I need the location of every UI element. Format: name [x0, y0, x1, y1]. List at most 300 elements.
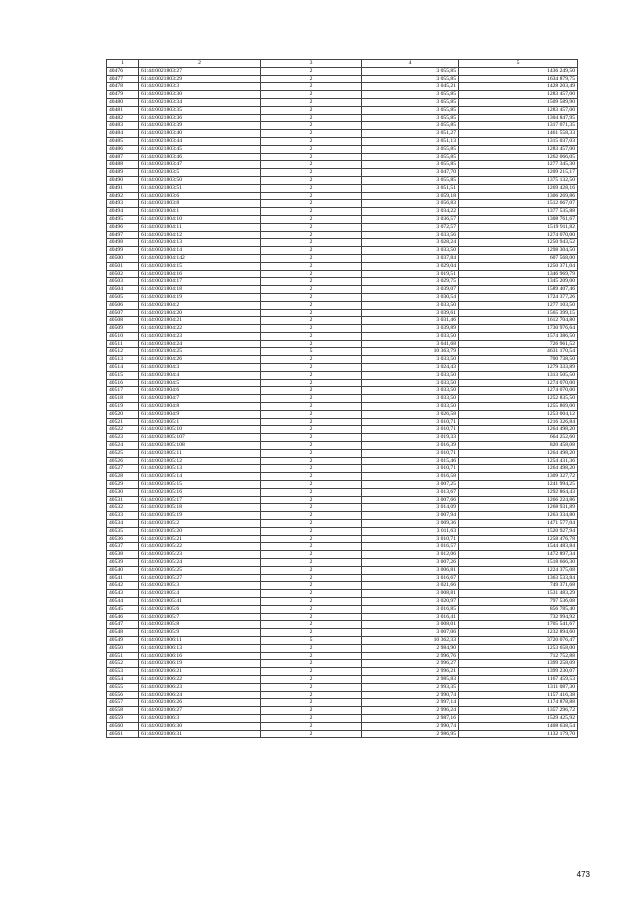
category-cell: 2 — [261, 364, 362, 372]
value-cell: 1345 209,00 — [459, 278, 578, 286]
cadastral-number-cell: 61:44:0021805:15 — [139, 481, 261, 489]
value-cell: 749 371,68 — [459, 582, 578, 590]
table-row — [107, 145, 578, 153]
area-cell: 3 016,58 — [362, 473, 459, 481]
cadastral-number-cell: 61:44:0021805:14 — [139, 473, 261, 481]
category-cell: 2 — [261, 169, 362, 177]
value-cell: 1565 399,15 — [459, 309, 578, 317]
table-row — [107, 426, 578, 434]
category-cell: 2 — [261, 551, 362, 559]
cadastral-number-cell: 61:44:0021805:8 — [139, 621, 261, 629]
category-cell: 2 — [261, 98, 362, 106]
category-cell: 5 — [261, 636, 362, 644]
category-cell: 2 — [261, 535, 362, 543]
category-cell: 2 — [261, 371, 362, 379]
value-cell: 1279 333,89 — [459, 364, 578, 372]
cadastral-number-cell: 61:44:0021805:12 — [139, 457, 261, 465]
category-cell: 2 — [261, 356, 362, 364]
cadastral-number-cell: 61:44:0021806:26 — [139, 699, 261, 707]
area-cell: 3 010,71 — [362, 465, 459, 473]
value-cell: 1399 258,09 — [459, 660, 578, 668]
cadastral-number-cell: 61:44:0021804:4 — [139, 371, 261, 379]
table-row — [107, 621, 578, 629]
table-row — [107, 364, 578, 372]
category-cell: 2 — [261, 465, 362, 473]
area-cell: 3 039,07 — [362, 286, 459, 294]
table-row — [107, 410, 578, 418]
area-cell: 3 039,61 — [362, 309, 459, 317]
row-number-cell: 40542 — [107, 582, 139, 590]
row-number-cell: 40526 — [107, 457, 139, 465]
table-row — [107, 98, 578, 106]
cadastral-number-cell: 61:44:0021803:40 — [139, 130, 261, 138]
row-number-cell: 40544 — [107, 597, 139, 605]
category-cell: 2 — [261, 434, 362, 442]
area-cell: 3 015,46 — [362, 457, 459, 465]
row-number-cell: 40497 — [107, 231, 139, 239]
value-cell: 607 568,00 — [459, 254, 578, 262]
row-number-cell: 40510 — [107, 332, 139, 340]
category-cell: 2 — [261, 184, 362, 192]
table-row — [107, 200, 578, 208]
row-number-cell: 40534 — [107, 520, 139, 528]
category-cell: 2 — [261, 83, 362, 91]
area-cell: 3 014,09 — [362, 504, 459, 512]
table-row — [107, 278, 578, 286]
row-number-cell: 40521 — [107, 418, 139, 426]
area-cell: 3 036,57 — [362, 215, 459, 223]
value-cell: 1730 976,64 — [459, 325, 578, 333]
row-number-cell: 40559 — [107, 714, 139, 722]
cadastral-number-cell: 61:44:0021804:2 — [139, 301, 261, 309]
area-cell: 3 016,57 — [362, 543, 459, 551]
table-row — [107, 176, 578, 184]
category-cell: 2 — [261, 332, 362, 340]
category-cell: 2 — [261, 566, 362, 574]
cadastral-number-cell: 61:44:0021804:5 — [139, 379, 261, 387]
value-cell: 1428 203,49 — [459, 83, 578, 91]
value-cell: 1277 103,50 — [459, 301, 578, 309]
category-cell: 2 — [261, 543, 362, 551]
cadastral-number-cell: 61:44:0021804:6 — [139, 387, 261, 395]
category-cell: 2 — [261, 512, 362, 520]
area-cell: 3 016,39 — [362, 442, 459, 450]
table-row — [107, 434, 578, 442]
value-cell: 1311 087,30 — [459, 683, 578, 691]
category-cell: 2 — [261, 481, 362, 489]
row-number-cell: 40540 — [107, 566, 139, 574]
row-number-cell: 40490 — [107, 176, 139, 184]
table-row — [107, 223, 578, 231]
area-cell: 3 010,71 — [362, 426, 459, 434]
table-row — [107, 106, 578, 114]
row-number-cell: 40509 — [107, 325, 139, 333]
row-number-cell: 40514 — [107, 364, 139, 372]
table-row — [107, 730, 578, 738]
cadastral-number-cell: 61:44:0021803:29 — [139, 75, 261, 83]
value-cell: 1363 533,84 — [459, 574, 578, 582]
category-cell: 2 — [261, 192, 362, 200]
category-cell: 2 — [261, 660, 362, 668]
category-cell: 2 — [261, 613, 362, 621]
area-cell: 2 996,27 — [362, 660, 459, 668]
area-cell: 3 019,33 — [362, 434, 459, 442]
value-cell: 1262 066,05 — [459, 153, 578, 161]
area-cell: 3 030,54 — [362, 293, 459, 301]
cadastral-number-cell: 61:44:0021804:9 — [139, 410, 261, 418]
category-cell: 2 — [261, 67, 362, 75]
row-number-cell: 40508 — [107, 317, 139, 325]
category-cell: 2 — [261, 449, 362, 457]
cadastral-number-cell: 61:44:0021804:11 — [139, 223, 261, 231]
value-cell: 1252 835,50 — [459, 395, 578, 403]
row-number-cell: 40555 — [107, 683, 139, 691]
cadastral-number-cell: 61:44:0021804:23 — [139, 332, 261, 340]
cadastral-number-cell: 61:44:0021805:21 — [139, 535, 261, 543]
area-cell: 3 033,50 — [362, 356, 459, 364]
cadastral-number-cell: 61:44:0021805:16 — [139, 488, 261, 496]
area-cell: 3 033,50 — [362, 379, 459, 387]
area-cell: 3 019,51 — [362, 270, 459, 278]
row-number-cell: 40506 — [107, 301, 139, 309]
cadastral-number-cell: 61:44:0021805:107 — [139, 434, 261, 442]
cadastral-number-cell: 61:44:0021803:39 — [139, 122, 261, 130]
area-cell: 3 055,85 — [362, 153, 459, 161]
table-row — [107, 636, 578, 644]
row-number-cell: 40519 — [107, 403, 139, 411]
cadastral-number-cell: 61:44:0021805:18 — [139, 504, 261, 512]
table-row — [107, 543, 578, 551]
row-number-cell: 40525 — [107, 449, 139, 457]
row-number-cell: 40558 — [107, 707, 139, 715]
category-cell: 2 — [261, 621, 362, 629]
table-row — [107, 379, 578, 387]
cadastral-number-cell: 61:44:0021806:11 — [139, 636, 261, 644]
category-cell: 2 — [261, 145, 362, 153]
area-cell: 3 031,46 — [362, 317, 459, 325]
row-number-cell: 40499 — [107, 247, 139, 255]
row-number-cell: 40488 — [107, 161, 139, 169]
category-cell: 2 — [261, 200, 362, 208]
table-row — [107, 605, 578, 613]
value-cell: 1292 864,43 — [459, 488, 578, 496]
row-number-cell: 40486 — [107, 145, 139, 153]
value-cell: 856 785,40 — [459, 605, 578, 613]
cadastral-number-cell: 61:44:0021805:108 — [139, 442, 261, 450]
row-number-cell: 40515 — [107, 371, 139, 379]
area-cell: 3 026,58 — [362, 410, 459, 418]
table-row — [107, 325, 578, 333]
value-cell: 1167 459,53 — [459, 675, 578, 683]
cadastral-number-cell: 61:44:0021806:3 — [139, 714, 261, 722]
value-cell: 1531 483,29 — [459, 590, 578, 598]
cadastral-number-cell: 61:44:0021805:22 — [139, 543, 261, 551]
value-cell: 1408 638,54 — [459, 722, 578, 730]
row-number-cell: 40557 — [107, 699, 139, 707]
cadastral-number-cell: 61:44:0021804:21 — [139, 317, 261, 325]
table-row — [107, 387, 578, 395]
table-row — [107, 629, 578, 637]
cadastral-number-cell: 61:44:0021806:13 — [139, 644, 261, 652]
area-cell: 3 007,26 — [362, 559, 459, 567]
cadastral-number-cell: 61:44:0021804:12 — [139, 231, 261, 239]
value-cell: 1298 304,50 — [459, 247, 578, 255]
table-row — [107, 169, 578, 177]
cadastral-number-cell: 61:44:0021803:5 — [139, 169, 261, 177]
cadastral-number-cell: 61:44:0021805:9 — [139, 629, 261, 637]
area-cell: 3 055,85 — [362, 176, 459, 184]
table-row — [107, 91, 578, 99]
category-cell: 2 — [261, 714, 362, 722]
cadastral-number-cell: 61:44:0021805:3 — [139, 582, 261, 590]
area-cell: 2 996,24 — [362, 707, 459, 715]
value-cell: 1519 911,82 — [459, 223, 578, 231]
row-number-cell: 40483 — [107, 122, 139, 130]
value-cell: 1574 386,50 — [459, 332, 578, 340]
table-row — [107, 707, 578, 715]
cadastral-number-cell: 61:44:0021803:44 — [139, 137, 261, 145]
table-row — [107, 114, 578, 122]
row-number-cell: 40554 — [107, 675, 139, 683]
row-number-cell: 40528 — [107, 473, 139, 481]
table-row — [107, 403, 578, 411]
row-number-cell: 40489 — [107, 169, 139, 177]
table-row — [107, 652, 578, 660]
table-row — [107, 371, 578, 379]
area-cell: 3 055,85 — [362, 98, 459, 106]
value-cell: 1436 249,50 — [459, 67, 578, 75]
area-cell: 3 045,21 — [362, 83, 459, 91]
area-cell: 3 033,50 — [362, 371, 459, 379]
cadastral-number-cell: 61:44:0021806:31 — [139, 730, 261, 738]
cadastral-number-cell: 61:44:0021805:7 — [139, 613, 261, 621]
column-header-4: 4 — [362, 60, 459, 68]
cadastral-number-cell: 61:44:0021803:46 — [139, 153, 261, 161]
area-cell: 3 051,51 — [362, 184, 459, 192]
area-cell: 3 007,06 — [362, 629, 459, 637]
value-cell: 1283 457,00 — [459, 106, 578, 114]
category-cell: 2 — [261, 75, 362, 83]
cadastral-number-cell: 61:44:0021804:14 — [139, 247, 261, 255]
table-body — [107, 67, 578, 738]
area-cell: 3 051,13 — [362, 137, 459, 145]
row-number-cell: 40498 — [107, 239, 139, 247]
table-row — [107, 520, 578, 528]
table-row — [107, 660, 578, 668]
area-cell: 3 010,71 — [362, 449, 459, 457]
category-cell: 2 — [261, 473, 362, 481]
row-number-cell: 40529 — [107, 481, 139, 489]
value-cell: 732 994,92 — [459, 613, 578, 621]
cadastral-number-cell: 61:44:0021804:16 — [139, 270, 261, 278]
row-number-cell: 40537 — [107, 543, 139, 551]
table-row — [107, 317, 578, 325]
category-cell: 2 — [261, 286, 362, 294]
cadastral-number-cell: 61:44:0021805:11 — [139, 449, 261, 457]
category-cell: 2 — [261, 176, 362, 184]
area-cell: 3 055,85 — [362, 122, 459, 130]
category-cell: 2 — [261, 520, 362, 528]
row-number-cell: 40479 — [107, 91, 139, 99]
table-row — [107, 247, 578, 255]
value-cell: 1264 498,20 — [459, 449, 578, 457]
area-cell: 3 033,50 — [362, 387, 459, 395]
area-cell: 3 028,24 — [362, 239, 459, 247]
category-cell: 2 — [261, 91, 362, 99]
value-cell: 1216 326,84 — [459, 418, 578, 426]
area-cell: 3 033,50 — [362, 247, 459, 255]
value-cell: 1254 431,36 — [459, 457, 578, 465]
table-row — [107, 75, 578, 83]
row-number-cell: 40556 — [107, 691, 139, 699]
area-cell: 3 013,67 — [362, 488, 459, 496]
table-row — [107, 512, 578, 520]
category-cell: 2 — [261, 309, 362, 317]
category-cell: 2 — [261, 301, 362, 309]
row-number-cell: 40535 — [107, 527, 139, 535]
cadastral-value-table — [106, 59, 578, 738]
table-row — [107, 551, 578, 559]
value-cell: 1264 498,20 — [459, 426, 578, 434]
table-row — [107, 293, 578, 301]
table-row — [107, 613, 578, 621]
area-cell: 3 010,71 — [362, 535, 459, 543]
area-cell: 3 037,84 — [362, 254, 459, 262]
row-number-cell: 40561 — [107, 730, 139, 738]
value-cell: 1461 558,33 — [459, 130, 578, 138]
cadastral-number-cell: 61:44:0021805:4 — [139, 590, 261, 598]
area-cell: 3 024,43 — [362, 364, 459, 372]
row-number-cell: 40524 — [107, 442, 139, 450]
row-number-cell: 40512 — [107, 348, 139, 356]
category-cell: 2 — [261, 504, 362, 512]
table-row — [107, 527, 578, 535]
category-cell: 2 — [261, 231, 362, 239]
table-row — [107, 153, 578, 161]
table-row — [107, 668, 578, 676]
table-row — [107, 215, 578, 223]
table-row — [107, 442, 578, 450]
value-cell: 1266 224,86 — [459, 496, 578, 504]
category-cell: 2 — [261, 247, 362, 255]
table-row — [107, 457, 578, 465]
row-number-cell: 40530 — [107, 488, 139, 496]
area-cell: 3 016,85 — [362, 605, 459, 613]
table-row — [107, 722, 578, 730]
cadastral-number-cell: 61:44:0021806:16 — [139, 652, 261, 660]
category-cell: 2 — [261, 262, 362, 270]
table-row — [107, 231, 578, 239]
value-cell: 1520 927,94 — [459, 527, 578, 535]
category-cell: 2 — [261, 410, 362, 418]
area-cell: 3 055,85 — [362, 91, 459, 99]
table-row — [107, 184, 578, 192]
cadastral-number-cell: 61:44:0021804:15 — [139, 262, 261, 270]
category-cell: 2 — [261, 707, 362, 715]
row-number-cell: 40545 — [107, 605, 139, 613]
row-number-cell: 40546 — [107, 613, 139, 621]
table-row — [107, 137, 578, 145]
value-cell: 1209 215,17 — [459, 169, 578, 177]
row-number-cell: 40541 — [107, 574, 139, 582]
value-cell: 4631 170,54 — [459, 348, 578, 356]
category-cell: 2 — [261, 597, 362, 605]
area-cell: 10 362,33 — [362, 636, 459, 644]
area-cell: 2 986,95 — [362, 730, 459, 738]
category-cell: 2 — [261, 722, 362, 730]
value-cell: 1250 943,52 — [459, 239, 578, 247]
category-cell: 2 — [261, 379, 362, 387]
value-cell: 1224 375,08 — [459, 566, 578, 574]
value-cell: 1253 004,12 — [459, 410, 578, 418]
cadastral-number-cell: 61:44:0021804:1 — [139, 208, 261, 216]
cadastral-number-cell: 61:44:0021804:26 — [139, 356, 261, 364]
column-header-3: 3 — [261, 60, 362, 68]
area-cell: 2 984,90 — [362, 644, 459, 652]
row-number-cell: 40503 — [107, 278, 139, 286]
value-cell: 1283 457,00 — [459, 145, 578, 153]
row-number-cell: 40516 — [107, 379, 139, 387]
cadastral-number-cell: 61:44:0021803:36 — [139, 114, 261, 122]
cadastral-number-cell: 61:44:0021803:50 — [139, 176, 261, 184]
category-cell: 2 — [261, 496, 362, 504]
area-cell: 3 021,66 — [362, 582, 459, 590]
category-cell: 5 — [261, 348, 362, 356]
category-cell: 2 — [261, 582, 362, 590]
value-cell: 1471 577,04 — [459, 520, 578, 528]
cadastral-number-cell: 61:44:0021804:19 — [139, 293, 261, 301]
category-cell: 2 — [261, 699, 362, 707]
value-cell: 1375 132,50 — [459, 176, 578, 184]
row-number-cell: 40505 — [107, 293, 139, 301]
area-cell: 3 007,94 — [362, 512, 459, 520]
value-cell: 1634 879,75 — [459, 75, 578, 83]
value-cell: 1512 667,07 — [459, 200, 578, 208]
value-cell: 1157 416,38 — [459, 691, 578, 699]
category-cell: 2 — [261, 223, 362, 231]
category-cell: 2 — [261, 208, 362, 216]
table-row — [107, 356, 578, 364]
cadastral-number-cell: 61:44:0021803:6 — [139, 192, 261, 200]
row-number-cell: 40492 — [107, 192, 139, 200]
row-number-cell: 40527 — [107, 465, 139, 473]
table-row — [107, 644, 578, 652]
cadastral-number-cell: 61:44:0021804:25 — [139, 348, 261, 356]
category-cell: 2 — [261, 278, 362, 286]
category-cell: 2 — [261, 457, 362, 465]
category-cell: 2 — [261, 325, 362, 333]
area-cell: 3 034,22 — [362, 208, 459, 216]
category-cell: 2 — [261, 675, 362, 683]
cadastral-number-cell: 61:44:0021804:7 — [139, 395, 261, 403]
value-cell: 1399 230,07 — [459, 668, 578, 676]
row-number-cell: 40502 — [107, 270, 139, 278]
category-cell: 2 — [261, 317, 362, 325]
value-cell: 726 961,52 — [459, 340, 578, 348]
area-cell: 3 056,83 — [362, 200, 459, 208]
value-cell: 712 752,88 — [459, 652, 578, 660]
row-number-cell: 40550 — [107, 644, 139, 652]
row-number-cell: 40494 — [107, 208, 139, 216]
value-cell: 1250 371,04 — [459, 262, 578, 270]
row-number-cell: 40518 — [107, 395, 139, 403]
table-row — [107, 239, 578, 247]
column-header-2: 2 — [139, 60, 261, 68]
value-cell: 1269 428,16 — [459, 184, 578, 192]
cadastral-number-cell: 61:44:0021804:142 — [139, 254, 261, 262]
table-row — [107, 122, 578, 130]
category-cell: 2 — [261, 574, 362, 582]
